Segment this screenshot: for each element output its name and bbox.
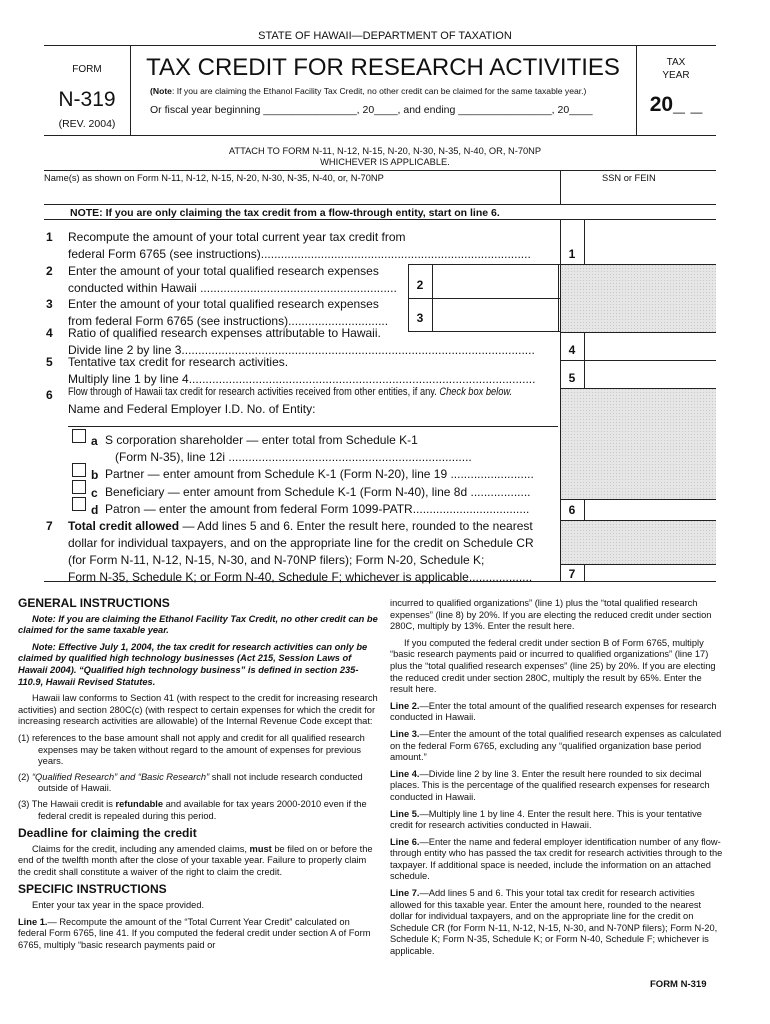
line-6-number: 6 <box>46 388 53 402</box>
instructions-left-column: GENERAL INSTRUCTIONS Note: If you are claiming the Ethanol Facility Tax Credit, no other credit can be claimed for the same taxable year. Note: Effective July 1, 2004, the tax credit for research activities can only be claimed by qualified high technology businesses (Act 215, Session Laws of Hawaii 2004). “Qualified high technology business” is defined in section 235-110.9, Hawaii Revised Statutes. Hawaii law conforms to Section 41 (with respect to the credit for increasing research activities) and section 280C(c) (with respect to certain expenses for which the credit for increasing research activities are allowable) of the Internal Revenue Code except that: (1) references to the base amount shall not apply and credit for all qualified research expenses may be taken without regard to the amount of expenses for previous years. (2) “Qualified Research” and “Basic Research” shall not include research conducted outside of Hawaii. (3) The Hawaii credit is refundable and available for tax years 2000-2010 even if the federal credit is repealed during this period. Deadline for claiming the credit Claims for the credit, including any amended claims, must be filed on or before the end of the twelfth month after the close of your taxable year. Failure to properly claim the credit shall constitute a waiver of the right to claim the credit. SPECIFIC INSTRUCTIONS Enter your tax year in the space provided. Line 1.— Recompute the amount of the “Total Current Year Credit” calculated on federal Form 6765, line 41. If you computed the federal credit under section A of Form 6765, multiply “basic research payments paid or <box>18 592 380 956</box>
line-4-number: 4 <box>46 326 53 340</box>
checkbox-6a[interactable] <box>72 429 86 443</box>
line-3-text: Enter the amount of your total qualified research expenses from federal Form 6765 (see instructions).............................. <box>68 297 389 328</box>
line-6-text: Flow through of Hawaii tax credit for research activities received from other entities, if any. Check box below. <box>68 386 513 398</box>
shaded-area <box>561 388 716 499</box>
line-1-box-number: 1 <box>568 247 576 261</box>
line-6-amount-field[interactable] <box>585 500 716 520</box>
attach-instruction: ATTACH TO FORM N-11, N-12, N-15, N-20, N-30, N-35, N-40, OR, N-70NP WHICHEVER IS APPLICABLE. <box>228 146 542 167</box>
line-5-number: 5 <box>46 355 53 369</box>
line-4-box-number: 4 <box>568 343 576 357</box>
line-1-number: 1 <box>46 230 53 244</box>
shaded-area <box>561 520 716 564</box>
line-6a-letter: a <box>91 434 98 448</box>
instructions-right-column: incurred to qualified organizations” (line 1) plus the “total qualified research expenses” (line 8) by 20%. If you are electing the reduced credit under section 280C, multiply by 13%. Enter the result here. If you computed the federal credit under section B of Form 6765, multiply “basic research payments paid or incurred to qualified organizations” (line 17) plus the “total qualified research expenses” (line 25) by 20%. If you are electing the reduced credit under section 280C, multiply the result by 65%. Enter the result here. Line 2.—Enter the total amount of the qualified research expenses for research conducted in Hawaii. Line 3.—Enter the amount of the total qualified research expenses as calculated on the federal Form 6765, excluding any “qualified organization base period amount.” Line 4.—Divide line 2 by line 3. Enter the result here rounded to six decimal places. This is the percentage of the qualified research expenses for research conducted in Hawaii. Line 5.—Multiply line 1 by line 4. Enter the result here. This is your tentative credit for research activities conducted in Hawaii. Line 6.—Enter the name and federal employer identification number of any flow-through entity who has passed the tax credit for research activities through to the taxpayer. If additional space is needed, include the information on an attached schedule. Line 7.—Add lines 5 and 6. This your total tax credit for research activities allowed for this taxable year. Enter the amount here, rounded to the nearest dollar for individual taxpayers, and on the appropriate line for the credit on Schedule CR (for Form N-11, N-12, N-15, N-30, and N-70NP filers); Form N-20, Schedule K; Form N-35, Schedule K; or Form N-40, Schedule F; whichever is applicable. <box>390 598 723 957</box>
line-6b-text: Partner — enter amount from Schedule K-1 (Form N-20), line 19 ......................... <box>105 467 534 481</box>
line-2-text: Enter the amount of your total qualified research expenses conducted within Hawaii ........................................................... <box>68 264 397 295</box>
line-6c-letter: c <box>91 486 98 500</box>
checkbox-6b[interactable] <box>72 463 86 477</box>
specific-instructions-heading: SPECIFIC INSTRUCTIONS <box>18 882 167 897</box>
checkbox-6c[interactable] <box>72 480 86 494</box>
line-1-amount-field[interactable] <box>585 220 716 264</box>
entity-name-input[interactable] <box>68 414 558 426</box>
line-7-amount-field[interactable] <box>585 565 716 581</box>
line-3-box-number: 3 <box>416 311 424 325</box>
line-6d-text: Patron — enter the amount from federal Form 1099-PATR................................... <box>105 502 530 516</box>
line-6a-text: S corporation shareholder — enter total from Schedule K-1 (Form N-35), line 12i ......................................................................... <box>105 433 472 464</box>
line-2-box-number: 2 <box>416 278 424 292</box>
line-5-amount-field[interactable] <box>585 361 716 388</box>
agency-heading: STATE OF HAWAII—DEPARTMENT OF TAXATION <box>258 30 512 42</box>
tax-year-field[interactable]: 20_ _ <box>649 93 703 116</box>
line-5-box-number: 5 <box>568 371 576 385</box>
flow-through-note: NOTE: If you are only claiming the tax credit from a flow-through entity, start on line 6. <box>70 207 500 219</box>
line-2-number: 2 <box>46 264 53 278</box>
line-7-box-number: 7 <box>568 567 576 581</box>
form-number: N-319 <box>58 88 116 111</box>
line-7-text: Total credit allowed — Add lines 5 and 6. Enter the result here, rounded to the nearest dollar for individual taxpayers, and on the appropriate line for the credit on Schedule CR (for Form N-11, N-12, N-15, N-30, and N-70NP filers); Form N-20, Schedule K; Form N-35, Schedule K; or Form N-40, Schedule F; whichever is applicable................... <box>68 519 534 584</box>
names-input[interactable] <box>44 184 559 203</box>
shaded-area <box>561 264 716 332</box>
line-1-text: Recompute the amount of your total current year tax credit from federal Form 6765 (see instructions)................................................................................. <box>68 230 531 261</box>
ssn-input[interactable] <box>561 184 716 203</box>
ssn-label: SSN or FEIN <box>602 173 656 183</box>
footer-form-id: FORM N-319 <box>650 979 707 990</box>
line-5-text: Tentative tax credit for research activities. Multiply line 1 by line 4........................................................................................................ <box>68 355 536 386</box>
fiscal-year-line[interactable]: Or fiscal year beginning ________________, 20____, and ending ________________, 20____ <box>150 104 593 116</box>
line-7-number: 7 <box>46 519 53 533</box>
line-4-text: Ratio of qualified research expenses attributable to Hawaii. Divide line 2 by line 3.......................................................................................................... <box>68 326 535 357</box>
form-title: TAX CREDIT FOR RESEARCH ACTIVITIES <box>146 54 620 81</box>
deadline-heading: Deadline for claiming the credit <box>18 826 197 841</box>
form-label: FORM <box>72 64 102 75</box>
line-6c-text: Beneficiary — enter amount from Schedule K-1 (Form N-40), line 8d .................. <box>105 485 531 499</box>
line-3-number: 3 <box>46 297 53 311</box>
names-label: Name(s) as shown on Form N-11, N-12, N-15, N-20, N-30, N-35, N-40, or, N-70NP <box>44 173 384 183</box>
tax-year-label: TAX YEAR <box>662 57 690 81</box>
line-4-amount-field[interactable] <box>585 333 716 360</box>
line-6-box-number: 6 <box>568 503 576 517</box>
line-6d-letter: d <box>91 503 99 517</box>
checkbox-6d[interactable] <box>72 497 86 511</box>
line-6b-letter: b <box>91 468 99 482</box>
ethanol-note: (Note: If you are claiming the Ethanol Facility Tax Credit, no other credit can be claimed for the same taxable year.) <box>150 86 587 96</box>
line-6-entity-label: Name and Federal Employer I.D. No. of Entity: <box>68 402 316 416</box>
line-2-amount-field[interactable] <box>433 265 558 298</box>
form-revision: (REV. 2004) <box>58 118 116 130</box>
general-instructions-heading: GENERAL INSTRUCTIONS <box>18 596 170 610</box>
